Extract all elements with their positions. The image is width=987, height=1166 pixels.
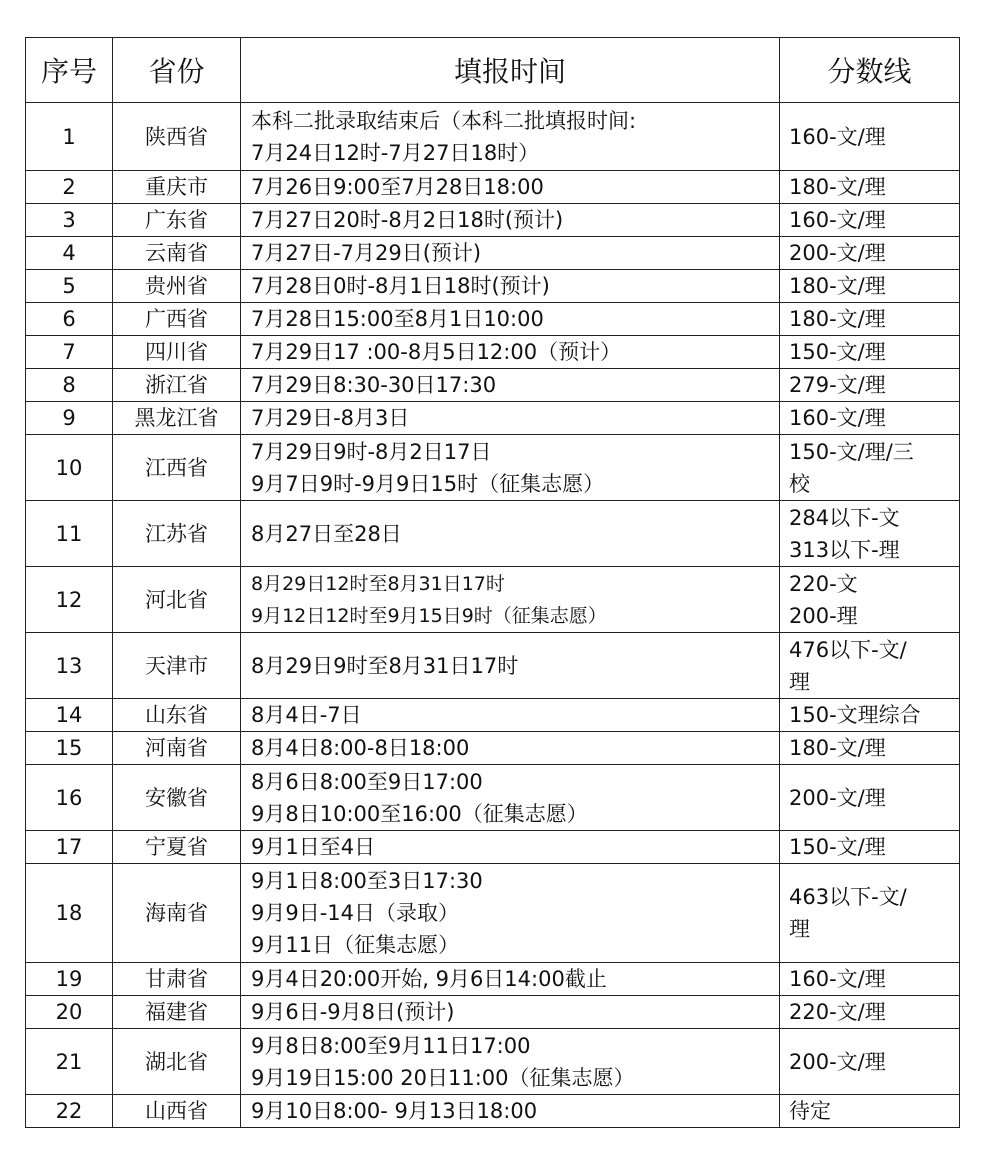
score-cell [780,831,960,864]
time-cell [241,270,780,303]
score-line: 200-文/理 [789,785,886,810]
time-cell [241,435,780,501]
score-cell [780,336,960,369]
time-cell [241,204,780,237]
table-row [26,732,960,765]
score-cell [780,864,960,963]
province-cell: 甘肃省 [113,963,241,996]
time-line: 7月29日-8月3日 [251,406,410,430]
table-row [26,369,960,402]
time-cell [241,996,780,1029]
table-row [26,103,960,171]
province-cell: 重庆市 [113,171,241,204]
time-line: 9月8日10:00至16:00（征集志愿） [251,801,588,826]
table-row [26,171,960,204]
score-cell [780,1029,960,1095]
time-line: 7月26日9:00至7月28日18:00 [251,175,544,199]
header-province: 省份 [113,38,241,103]
province-cell: 广东省 [113,204,241,237]
score-line: 180-文/理 [789,175,886,199]
score-cell [780,171,960,204]
province-cell: 海南省 [113,864,241,963]
row-number: 10 [26,435,113,501]
time-cell [241,963,780,996]
time-cell [241,501,780,567]
time-cell [241,567,780,633]
score-cell [780,633,960,699]
table-row [26,1029,960,1095]
table-row [26,765,960,831]
time-line: 7月27日-7月29日(预计) [251,241,482,265]
row-number: 2 [26,171,113,204]
time-line: 9月11日（征集志愿） [251,933,460,957]
province-cell: 云南省 [113,237,241,270]
time-cell [241,831,780,864]
score-cell [780,103,960,171]
province-cell: 天津市 [113,633,241,699]
row-number: 8 [26,369,113,402]
province-cell: 贵州省 [113,270,241,303]
time-cell [241,336,780,369]
row-number: 22 [26,1095,113,1128]
score-line: 150-文/理/三 [789,439,914,464]
row-number: 1 [26,103,113,171]
time-cell [241,237,780,270]
score-cell [780,435,960,501]
row-number: 9 [26,402,113,435]
province-cell: 宁夏省 [113,831,241,864]
header-number: 序号 [26,38,113,103]
province-cell: 湖北省 [113,1029,241,1095]
time-line: 9月19日15:00 20日11:00（征集志愿） [251,1065,635,1090]
header-time: 填报时间 [241,38,780,103]
time-cell [241,1095,780,1128]
time-cell [241,732,780,765]
time-line: 7月24日12时-7月27日18时） [251,140,540,165]
table-row [26,864,960,963]
time-line: 7月29日17 :00-8月5日12:00（预计） [251,340,622,364]
row-number: 21 [26,1029,113,1095]
time-line: 8月29日9时至8月31日17时 [251,653,519,678]
row-number: 18 [26,864,113,963]
table-row [26,633,960,699]
province-cell: 广西省 [113,303,241,336]
score-line: 200-理 [789,603,858,628]
province-cell: 山东省 [113,699,241,732]
time-line: 9月7日9时-9月9日15时（征集志愿） [251,471,605,496]
province-cell: 江苏省 [113,501,241,567]
time-line: 7月27日20时-8月2日18时(预计) [251,208,564,232]
score-cell [780,567,960,633]
time-line: 8月27日至28日 [251,521,402,546]
score-line: 220-文/理 [789,1000,886,1024]
score-cell [780,303,960,336]
time-line: 9月1日至4日 [251,835,376,859]
score-cell [780,501,960,567]
score-line: 200-文/理 [789,1049,886,1074]
score-cell [780,996,960,1029]
time-line: 7月29日8:30-30日17:30 [251,373,497,397]
score-line: 279-文/理 [789,373,886,397]
score-line: 150-文理综合 [789,703,921,727]
row-number: 20 [26,996,113,1029]
admission-schedule-table [25,37,960,1128]
time-line: 7月29日9时-8月2日17日 [251,439,492,464]
row-number: 19 [26,963,113,996]
row-number: 17 [26,831,113,864]
time-line: 9月4日20:00开始, 9月6日14:00截止 [251,967,607,991]
row-number: 3 [26,204,113,237]
header-score: 分数线 [780,38,960,103]
score-line: 校 [789,471,810,496]
score-line: 160-文/理 [789,124,886,149]
table-row [26,237,960,270]
time-cell [241,633,780,699]
score-cell [780,765,960,831]
time-line: 8月4日8:00-8日18:00 [251,736,470,760]
time-cell [241,103,780,171]
time-cell [241,303,780,336]
score-line: 理 [789,669,810,694]
time-line: 9月6日-9月8日(预计) [251,1000,455,1024]
score-line: 463以下-文/ [789,885,907,909]
score-line: 160-文/理 [789,967,886,991]
score-line: 180-文/理 [789,736,886,760]
row-number: 15 [26,732,113,765]
score-line: 220-文 [789,571,858,596]
time-line: 9月9日-14日（录取） [251,901,460,925]
province-cell: 陕西省 [113,103,241,171]
table-row [26,831,960,864]
time-line: 9月12日12时至9月15日9时（征集志愿） [251,604,607,627]
table-row [26,402,960,435]
table-row [26,501,960,567]
time-cell [241,864,780,963]
score-line: 150-文/理 [789,835,886,859]
time-line: 本科二批录取结束后（本科二批填报时间: [251,108,637,133]
score-line: 160-文/理 [789,406,886,430]
province-cell: 浙江省 [113,369,241,402]
row-number: 16 [26,765,113,831]
score-line: 160-文/理 [789,208,886,232]
row-number: 5 [26,270,113,303]
province-cell: 黑龙江省 [113,402,241,435]
time-cell [241,171,780,204]
time-line: 9月1日8:00至3日17:30 [251,869,483,893]
table-body [26,103,960,1128]
time-line: 9月10日8:00- 9月13日18:00 [251,1099,538,1123]
row-number: 13 [26,633,113,699]
province-cell: 河南省 [113,732,241,765]
table-row [26,963,960,996]
row-number: 11 [26,501,113,567]
time-cell [241,369,780,402]
table-row [26,336,960,369]
row-number: 14 [26,699,113,732]
score-line: 200-文/理 [789,241,886,265]
time-cell [241,402,780,435]
province-cell: 福建省 [113,996,241,1029]
time-cell [241,1029,780,1095]
header-row [26,38,960,103]
time-cell [241,699,780,732]
table-row [26,270,960,303]
time-line: 7月28日15:00至8月1日10:00 [251,307,544,331]
row-number: 7 [26,336,113,369]
score-cell [780,699,960,732]
province-cell: 四川省 [113,336,241,369]
province-cell: 山西省 [113,1095,241,1128]
score-cell [780,963,960,996]
score-cell [780,237,960,270]
score-line: 待定 [789,1099,831,1123]
score-line: 180-文/理 [789,307,886,331]
time-line: 8月6日8:00至9日17:00 [251,769,483,794]
score-line: 180-文/理 [789,274,886,298]
province-cell: 安徽省 [113,765,241,831]
table-row [26,435,960,501]
score-cell [780,732,960,765]
table-row [26,1095,960,1128]
score-cell [780,204,960,237]
row-number: 4 [26,237,113,270]
score-line: 理 [789,917,810,941]
score-line: 313以下-理 [789,537,900,562]
score-line: 150-文/理 [789,340,886,364]
time-line: 7月28日0时-8月1日18时(预计) [251,274,550,298]
score-cell [780,369,960,402]
time-cell [241,765,780,831]
score-cell [780,402,960,435]
score-line: 476以下-文/ [789,637,907,662]
row-number: 12 [26,567,113,633]
province-cell: 河北省 [113,567,241,633]
time-line: 8月29日12时至8月31日17时 [251,572,505,595]
table-row [26,204,960,237]
time-line: 8月4日-7日 [251,703,362,727]
table-row [26,996,960,1029]
province-cell: 江西省 [113,435,241,501]
table-row [26,303,960,336]
table-row [26,699,960,732]
score-cell [780,270,960,303]
score-cell [780,1095,960,1128]
time-line: 9月8日8:00至9月11日17:00 [251,1033,531,1058]
row-number: 6 [26,303,113,336]
score-line: 284以下-文 [789,505,900,530]
table-row [26,567,960,633]
